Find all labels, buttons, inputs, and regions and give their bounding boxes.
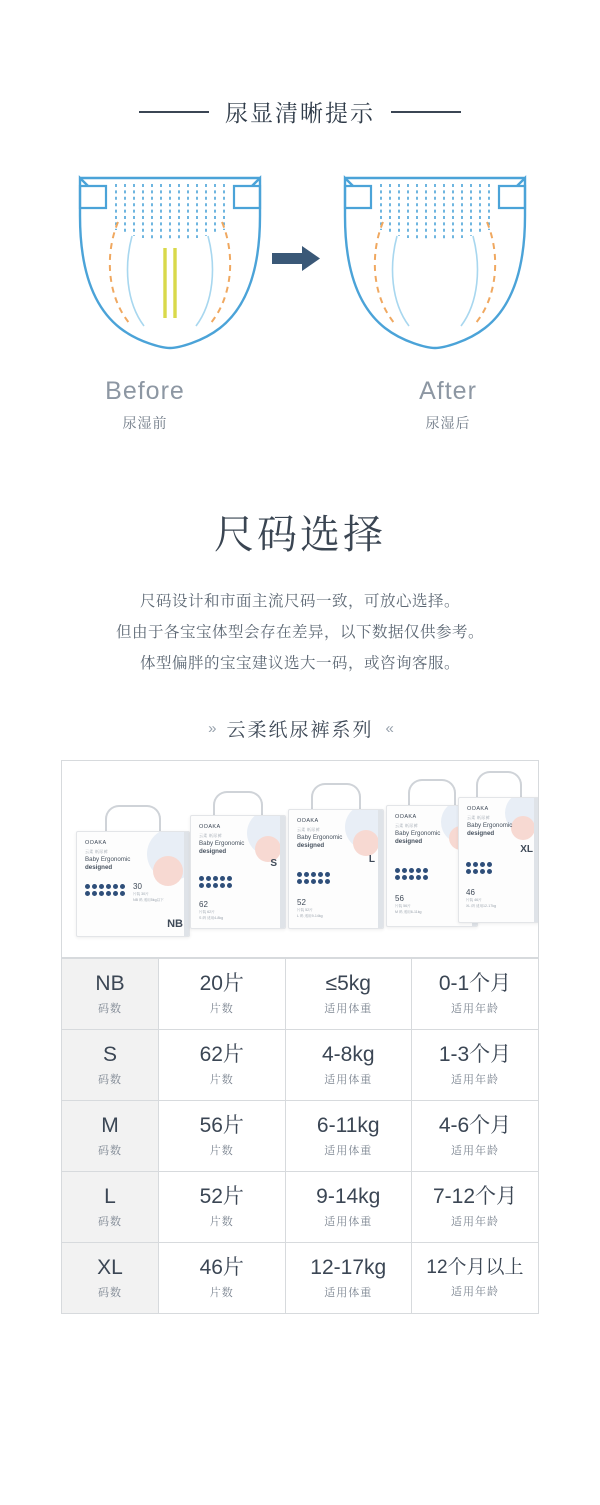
- before-label-en: Before: [105, 377, 185, 405]
- size-spec-table: [62, 958, 538, 1313]
- package-cn-line: 云柔 纸尿裤: [467, 815, 490, 820]
- package-en-line-1: Baby Ergonomic: [85, 856, 131, 863]
- heading-rule-right: [391, 111, 461, 113]
- count-sublabel: 片数: [209, 1145, 234, 1158]
- cell-count: [159, 959, 286, 1030]
- package-en-lines: [297, 834, 342, 850]
- package-dot-grid: [466, 862, 492, 874]
- cell-count: [159, 1172, 286, 1243]
- package-count-badge: [199, 900, 223, 921]
- cell-age: [412, 1030, 539, 1101]
- count-sublabel: 片数: [209, 1287, 234, 1300]
- package-handle: [408, 779, 456, 807]
- package-cn-line: 云柔 纸尿裤: [199, 833, 222, 838]
- package-cn-line: 云柔 纸尿裤: [395, 823, 418, 828]
- cell-size: [62, 959, 159, 1030]
- package-count-badge: [466, 888, 496, 909]
- package-count-sub-1: 片装 52片: [297, 908, 313, 912]
- package-dot-grid: [297, 872, 330, 884]
- package-count-badge: [395, 894, 422, 915]
- package-en-lines: [467, 822, 512, 838]
- package-en-line-1: Baby Ergonomic: [395, 830, 441, 837]
- weight-value: 4-8kg: [321, 1042, 375, 1066]
- table-row: [62, 959, 538, 1030]
- series-title: [0, 715, 600, 742]
- diaper-after-illustration: [335, 156, 535, 376]
- cell-size: [62, 1030, 159, 1101]
- size-sublabel: 码数: [98, 1003, 122, 1016]
- package-count-badge: [297, 898, 323, 919]
- package-en-line-1: Baby Ergonomic: [297, 834, 343, 841]
- series-chevron-right-icon: «: [385, 720, 392, 737]
- weight-value: 6-11kg: [316, 1113, 380, 1137]
- after-label-en: After: [419, 377, 477, 405]
- table-row: [62, 1101, 538, 1172]
- weight-value: 9-14kg: [316, 1184, 381, 1208]
- package-en-lines: [395, 830, 440, 846]
- package-en-line-1: Baby Ergonomic: [199, 840, 245, 847]
- cell-weight: [285, 1172, 412, 1243]
- package-count-badge: [133, 882, 164, 903]
- package-nb: [76, 831, 190, 937]
- package-brand: OOAKA: [85, 840, 107, 846]
- package-count-sub-2: XL 码 适用12-17kg: [466, 904, 497, 908]
- package-handle: [311, 783, 361, 811]
- cell-size: [62, 1243, 159, 1314]
- age-value: 4-6个月: [438, 1113, 512, 1137]
- package-body: [76, 831, 190, 937]
- description-line-3: 体型偏胖的宝宝建议选大一码，或咨询客服。: [139, 655, 460, 672]
- package-count-sub-1: 片装 62片: [199, 910, 215, 914]
- package-count: 62: [199, 900, 208, 909]
- package-count: 30: [133, 882, 142, 891]
- package-count: 56: [395, 894, 404, 903]
- count-value: 46片: [199, 1255, 244, 1279]
- cell-weight: [285, 1101, 412, 1172]
- package-count: 46: [466, 888, 475, 897]
- package-xl: [458, 797, 538, 923]
- after-label-cn: 尿湿后: [425, 415, 471, 431]
- age-value: 7-12个月: [432, 1184, 518, 1208]
- size-value: NB: [95, 971, 125, 995]
- package-blob-pink: [353, 830, 379, 856]
- cell-age: [412, 1243, 539, 1314]
- cell-count: [159, 1243, 286, 1314]
- package-count-sub-1: 片装 46片: [466, 898, 482, 902]
- weight-value: ≤5kg: [325, 971, 371, 995]
- package-en-line-2: designed: [467, 830, 495, 837]
- age-sublabel: 适用年龄: [451, 1216, 499, 1229]
- description-line-2: 但由于各宝宝体型会存在差异，以下数据仅供参考。: [115, 624, 484, 641]
- count-value: 62片: [199, 1042, 244, 1066]
- package-size-badge: L: [368, 854, 375, 865]
- package-en-line-2: designed: [297, 842, 325, 849]
- package-body: [458, 797, 538, 923]
- age-value: 12个月以上: [426, 1257, 524, 1279]
- package-count-sub-2: S 码 适用4-8kg: [199, 916, 224, 920]
- age-value: 1-3个月: [438, 1042, 512, 1066]
- package-dot-grid: [199, 876, 232, 888]
- package-dot-grid: [395, 868, 428, 880]
- series-chevron-left-icon: »: [208, 720, 215, 737]
- package-cn-line: 云柔 纸尿裤: [85, 849, 108, 854]
- package-count-sub-1: 片装 30片: [133, 892, 149, 896]
- package-handle: [476, 771, 522, 799]
- package-count-sub-1: 片装 56片: [395, 904, 411, 908]
- before-label-cn: 尿湿前: [122, 415, 168, 431]
- count-value: 52片: [199, 1184, 244, 1208]
- package-count-sub-2: L 码 适用9-14kg: [297, 914, 323, 918]
- size-value: XL: [97, 1255, 123, 1279]
- package-brand: OOAKA: [395, 814, 417, 820]
- weight-sublabel: 适用体重: [324, 1003, 373, 1016]
- package-handle: [105, 805, 161, 833]
- package-blob-pink: [511, 816, 535, 840]
- weight-sublabel: 适用体重: [324, 1287, 373, 1300]
- package-edge-stripe: [378, 810, 383, 928]
- size-sublabel: 码数: [98, 1287, 122, 1300]
- table-row: [62, 1243, 538, 1314]
- count-sublabel: 片数: [209, 1074, 234, 1087]
- size-section-title: 尺码选择: [214, 513, 386, 557]
- heading-rule-left: [139, 111, 209, 113]
- package-size-badge: XL: [520, 844, 533, 855]
- size-table: [61, 760, 539, 1314]
- package-brand: OOAKA: [297, 818, 319, 824]
- package-count-sub-2: M 码 适用6-11kg: [395, 910, 422, 914]
- count-value: 20片: [199, 971, 244, 995]
- after-label-block: [348, 377, 548, 433]
- arrow-right-icon: [272, 244, 322, 274]
- package-s: [190, 815, 286, 929]
- cell-age: [412, 959, 539, 1030]
- package-body: [190, 815, 286, 929]
- age-sublabel: 适用年龄: [451, 1074, 499, 1087]
- age-sublabel: 适用年龄: [451, 1003, 499, 1016]
- cell-age: [412, 1101, 539, 1172]
- package-cn-line: 云柔 纸尿裤: [297, 827, 320, 832]
- package-l: [288, 809, 384, 929]
- age-sublabel: 适用年龄: [451, 1285, 499, 1298]
- package-en-line-1: Baby Ergonomic: [467, 822, 513, 829]
- age-sublabel: 适用年龄: [451, 1145, 499, 1158]
- count-value: 56片: [199, 1113, 244, 1137]
- package-en-line-2: designed: [85, 864, 113, 871]
- age-value: 0-1个月: [438, 971, 512, 995]
- package-brand: OOAKA: [467, 806, 489, 812]
- package-photo-row: [62, 761, 538, 958]
- wetness-heading-text: 尿显清晰提示: [225, 100, 375, 126]
- size-value: M: [101, 1113, 119, 1137]
- weight-sublabel: 适用体重: [324, 1074, 373, 1087]
- size-sublabel: 码数: [98, 1074, 122, 1087]
- package-brand: OOAKA: [199, 824, 221, 830]
- package-blob-pink: [255, 836, 281, 862]
- size-section-description: [0, 586, 600, 679]
- package-edge-stripe: [280, 816, 285, 928]
- package-en-lines: [199, 840, 244, 856]
- cell-count: [159, 1030, 286, 1101]
- wetness-section-heading: [0, 95, 600, 128]
- package-dot-grid: [85, 884, 125, 896]
- series-title-text: 云柔纸尿裤系列: [226, 720, 374, 741]
- package-body: [288, 809, 384, 929]
- weight-sublabel: 适用体重: [324, 1145, 373, 1158]
- table-row: [62, 1172, 538, 1243]
- before-label-block: [45, 377, 245, 433]
- package-edge-stripe: [184, 832, 189, 936]
- cell-count: [159, 1101, 286, 1172]
- size-sublabel: 码数: [98, 1145, 122, 1158]
- diaper-before-illustration: [70, 156, 270, 376]
- package-handle: [213, 791, 263, 817]
- diaper-illustration-row: [0, 156, 600, 371]
- package-edge-stripe: [534, 798, 538, 922]
- size-value: L: [104, 1184, 116, 1208]
- size-sublabel: 码数: [98, 1216, 122, 1229]
- size-value: S: [102, 1042, 117, 1066]
- weight-sublabel: 适用体重: [324, 1216, 373, 1229]
- package-en-lines: [85, 856, 130, 872]
- cell-weight: [285, 1243, 412, 1314]
- table-row: [62, 1030, 538, 1101]
- count-sublabel: 片数: [209, 1003, 234, 1016]
- cell-weight: [285, 1030, 412, 1101]
- package-en-line-2: designed: [199, 848, 227, 855]
- package-en-line-2: designed: [395, 838, 423, 845]
- weight-value: 12-17kg: [310, 1255, 387, 1279]
- description-line-1: 尺码设计和市面主流尺码一致，可放心选择。: [139, 593, 460, 610]
- package-count-sub-2: NB 码 适用5kg以下: [133, 898, 164, 902]
- cell-weight: [285, 959, 412, 1030]
- before-after-labels: [0, 377, 600, 457]
- package-size-badge: NB: [167, 918, 183, 930]
- package-size-badge: S: [270, 858, 277, 869]
- cell-size: [62, 1172, 159, 1243]
- cell-size: [62, 1101, 159, 1172]
- package-count: 52: [297, 898, 306, 907]
- count-sublabel: 片数: [209, 1216, 234, 1229]
- cell-age: [412, 1172, 539, 1243]
